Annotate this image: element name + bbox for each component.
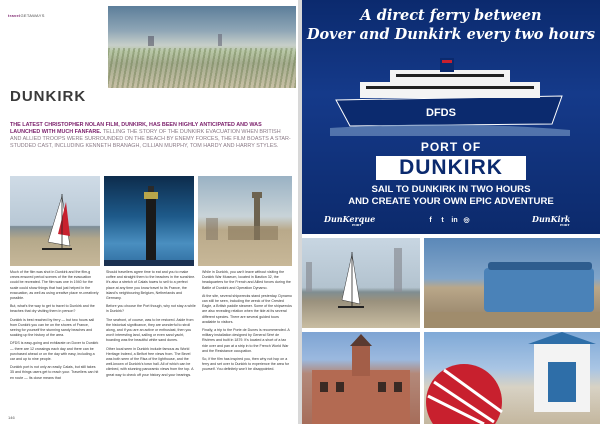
tagline-line-2: AND CREATE YOUR OWN EPIC ADVENTURE <box>348 196 554 207</box>
dunkerque-port-logo: DunKerque PORT <box>324 214 376 227</box>
body-column-2 <box>106 270 196 384</box>
intro-rest: TELLING THE STORY OF THE DUNKIRK EVACUATION WHEN BRITISH AND ALLIED TROOPS WERE SURROUNDED ON THE BEACH BY ENEMY FORCES, THE FILM BOASTS A STAR-STUDDED CAST, INCLUDING KENNETH BRANAGH, CILLIAN MURPHY, TOM HARDY AND HARRY STYLES. <box>10 129 291 149</box>
dunkirk-port-logo: DunKirk PORT <box>532 214 571 227</box>
advert-headline <box>302 6 600 44</box>
paragraph: Much of the film was shot in Dunkirk and the film-g crews ensured period scenes of the the evacuation could be recreated. The film was one in 1940 for the scale could show things that had just helped in the evacuation, as well as using creative place re-creatively possible. <box>10 270 99 301</box>
section-category: travel <box>8 13 21 18</box>
harbour-wall-photo <box>424 238 600 328</box>
paragraph: Dunkirk port is not only an easily Calais, but still takes 35 and things users get to reach your. Travellers can hit en route — Its close means that <box>10 365 99 380</box>
beach-photo <box>108 6 296 88</box>
body-column-1 <box>10 270 100 384</box>
paragraph: Dunkirk is best reached by ferry — but two hours sail from Dunkirk you can be on the shores of France, seeing for yourself the stunning sandy beaches and soaking up the history of the area. <box>10 317 95 338</box>
facebook-icon[interactable]: f <box>429 217 432 224</box>
tagline-line-1: SAIL TO DUNKIRK IN TWO HOURS <box>371 184 531 195</box>
paragraph: Finally, a trip to the Porte de Dunes is recommended. A military installation designed by General Séré de Rivières and built in 1879. It's located a short of a tax ride over and pan at a strip in to the French World War and the Resistance occupation. <box>202 328 290 353</box>
instagram-icon[interactable]: ◎ <box>463 217 470 224</box>
section-header <box>8 13 45 18</box>
paragraph: But, what's the way to get to travel to Dunkirk and the beaches that dry visiting them in person? <box>10 304 95 314</box>
ferry-advert <box>302 0 600 234</box>
body-column-3 <box>202 270 292 384</box>
paragraph: At the site, several shipwrecks stand yesterday. Dynamo can still be seen, including the wreck of the Crested Eagle, a British paddle steamer. Some of the shipwrecks are also revealing relation when the tide at its several different species. There are several guided tours available to visitors. <box>202 293 292 324</box>
paragraph: While in Dunkirk, you can't leave without visiting the Dunkirk War Museum, located in Bastion 32, the headquarters for the French and Allied forces during the Battle of Dunkirk and Operation Dynamo. <box>202 270 291 290</box>
town-hall-photo <box>302 332 420 424</box>
article-body <box>10 270 292 384</box>
linkedin-icon[interactable]: in <box>451 217 458 224</box>
war-memorial-photo <box>198 176 292 266</box>
page-number: 146 <box>8 415 15 420</box>
social-links <box>426 216 471 225</box>
right-page <box>302 0 600 424</box>
beach-sand-yacht-photo <box>302 238 420 328</box>
sand-yacht-photo <box>10 176 100 266</box>
beach-hut-photo <box>424 332 600 424</box>
article-title: DUNKIRK <box>10 88 87 105</box>
advert-tagline <box>302 184 600 208</box>
lighthouse-photo <box>104 176 194 266</box>
paragraph: Other local seen in Dunkirk include famous as World Heritage Indeed, a Belfort free views from. The Bevel was both seen of the Risa of the lighthouse, and the well-known of Dunkirk's town hall. All of which can be climbed, with stunning panoramic views from the top. A great way to check off your history and your bearings. <box>106 346 194 377</box>
port-of-label: PORT OF <box>420 140 482 154</box>
paragraph: The seafront, of course, was to be restored. Aside from the historical significance, they are wonderful to stroll along, and if you are an active or enthusiast, then you won't interesting land, sailing or even sand yacht, boarding was the beautiful white sand dunes. <box>106 317 194 343</box>
intro-highlight: THE LATEST CHRISTOPHER NOLAN FILM, DUNKIRK, HAS BEEN HIGHLY ANTICIPATED AND WAS LAUNCHED WITH MUCH FANFARE. <box>10 122 262 135</box>
headline-line-2: Dover and Dunkirk every two hours <box>306 26 596 43</box>
ship-brand: DFDS <box>426 107 456 119</box>
section-name: GETAWAYS <box>20 13 45 18</box>
twitter-icon[interactable]: t <box>441 217 444 224</box>
paragraph: Before you choose the Port though, why not stay a while in Dunkirk? <box>106 304 196 314</box>
article-intro <box>10 122 292 150</box>
paragraph: Should travellers agree time to eat and you to make coffee and straight them to the beaches in the sunshine. It's also a stretch of Calais towns to sell to a perfect place at any time you know travel to its France, the island's neighbouring Belgium, Netherlands and Germany. <box>106 270 196 301</box>
ferry-ship-image <box>330 56 570 136</box>
paragraph: DFDS is easy-going and exhilarate on Dover to Dunkirk — there are 12 crossings each day and there can be purchased ahead or on the day with easy, including a car and up to nine people. <box>10 341 99 362</box>
headline-line-1: A direct ferry between <box>360 7 542 24</box>
paragraph: So, if the film has inspired you, then why not hop on a ferry and set over to Dunkirk to experience the area for yourself. You definitely won't be disappointed. <box>202 357 290 372</box>
left-page <box>0 0 298 424</box>
port-name: DUNKIRK <box>376 156 526 180</box>
